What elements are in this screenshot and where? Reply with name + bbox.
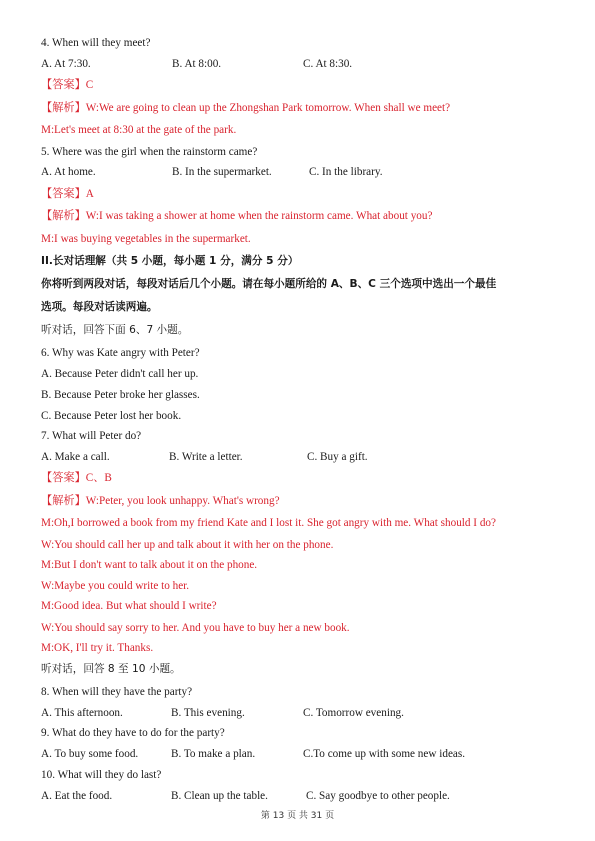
question-6-option-a: A. Because Peter didn't call her up.	[41, 368, 199, 380]
option-b: B. To make a plan.	[171, 748, 256, 760]
analysis-6-7-line-6: M:Good idea. But what should I write?	[41, 600, 217, 612]
option-c: C. Say goodbye to other people.	[306, 790, 450, 802]
option-a: A. To buy some food.	[41, 748, 139, 760]
option-a: A. At 7:30.	[41, 58, 91, 70]
answer-4: 【答案】C	[41, 79, 94, 91]
option-b: B. Write a letter.	[169, 451, 243, 463]
analysis-6-7-line-2: M:Oh,I borrowed a book from my friend Kate and I lost it. She got angry with me. What should I do?	[41, 517, 496, 529]
analysis-6-7-line-5: W:Maybe you could write to her.	[41, 580, 190, 592]
section-instruction-2: 选项。每段对话读两遍。	[41, 301, 158, 313]
analysis-4-line-2: M:Let's meet at 8:30 at the gate of the park.	[41, 124, 237, 136]
analysis-5-line-1: 【解析】W:I was taking a shower at home when the rainstorm came. What about you?	[41, 210, 433, 222]
analysis-6-7-line-3: W:You should call her up and talk about it with her on the phone.	[41, 539, 334, 551]
option-c: C.To come up with some new ideas.	[303, 748, 466, 760]
analysis-6-7-line-1: 【解析】W:Peter, you look unhappy. What's wrong?	[41, 495, 280, 507]
option-c: C. Buy a gift.	[307, 451, 368, 463]
option-a: A. Eat the food.	[41, 790, 113, 802]
analysis-6-7-line-7: W:You should say sorry to her. And you have to buy her a new book.	[41, 622, 350, 634]
section-heading: II.长对话理解（共 5 小题，每小题 1 分，满分 5 分）	[41, 255, 299, 267]
answer-5: 【答案】A	[41, 188, 94, 200]
option-b: B. In the supermarket.	[172, 166, 272, 178]
option-b: B. This evening.	[171, 707, 245, 719]
dialogue-intro-6-7: 听对话，回答下面 6、7 小题。	[41, 324, 189, 336]
answer-6-7: 【答案】C、B	[41, 472, 112, 484]
option-c: C. In the library.	[309, 166, 383, 178]
analysis-4-line-1: 【解析】W:We are going to clean up the Zhongshan Park tomorrow. When shall we meet?	[41, 102, 451, 114]
question-10: 10. What will they do last?	[41, 769, 162, 781]
option-c: C. At 8:30.	[303, 58, 353, 70]
option-a: A. This afternoon.	[41, 707, 123, 719]
question-6: 6. Why was Kate angry with Peter?	[41, 347, 200, 359]
option-a: A. Make a call.	[41, 451, 110, 463]
analysis-6-7-line-4: M:But I don't want to talk about it on the phone.	[41, 559, 258, 571]
analysis-5-line-2: M:I was buying vegetables in the supermarket.	[41, 233, 251, 245]
question-5: 5. Where was the girl when the rainstorm came?	[41, 146, 258, 158]
question-7: 7. What will Peter do?	[41, 430, 142, 442]
question-4: 4. When will they meet?	[41, 37, 151, 49]
analysis-6-7-line-8: M:OK, I'll try it. Thanks.	[41, 642, 154, 654]
section-instruction-1: 你将听到两段对话，每段对话后几个小题。请在每小题所给的 A、B、C 三个选项中选出一个最佳	[41, 278, 497, 290]
question-9: 9. What do they have to do for the party?	[41, 727, 225, 739]
page-footer: 第 13 页 共 31 页	[260, 811, 335, 821]
question-6-option-b: B. Because Peter broke her glasses.	[41, 389, 200, 401]
option-b: B. At 8:00.	[172, 58, 222, 70]
question-6-option-c: C. Because Peter lost her book.	[41, 410, 182, 422]
question-8: 8. When will they have the party?	[41, 686, 193, 698]
option-b: B. Clean up the table.	[171, 790, 268, 802]
option-a: A. At home.	[41, 166, 96, 178]
dialogue-intro-8-10: 听对话，回答 8 至 10 小题。	[41, 663, 181, 675]
option-c: C. Tomorrow evening.	[303, 707, 404, 719]
